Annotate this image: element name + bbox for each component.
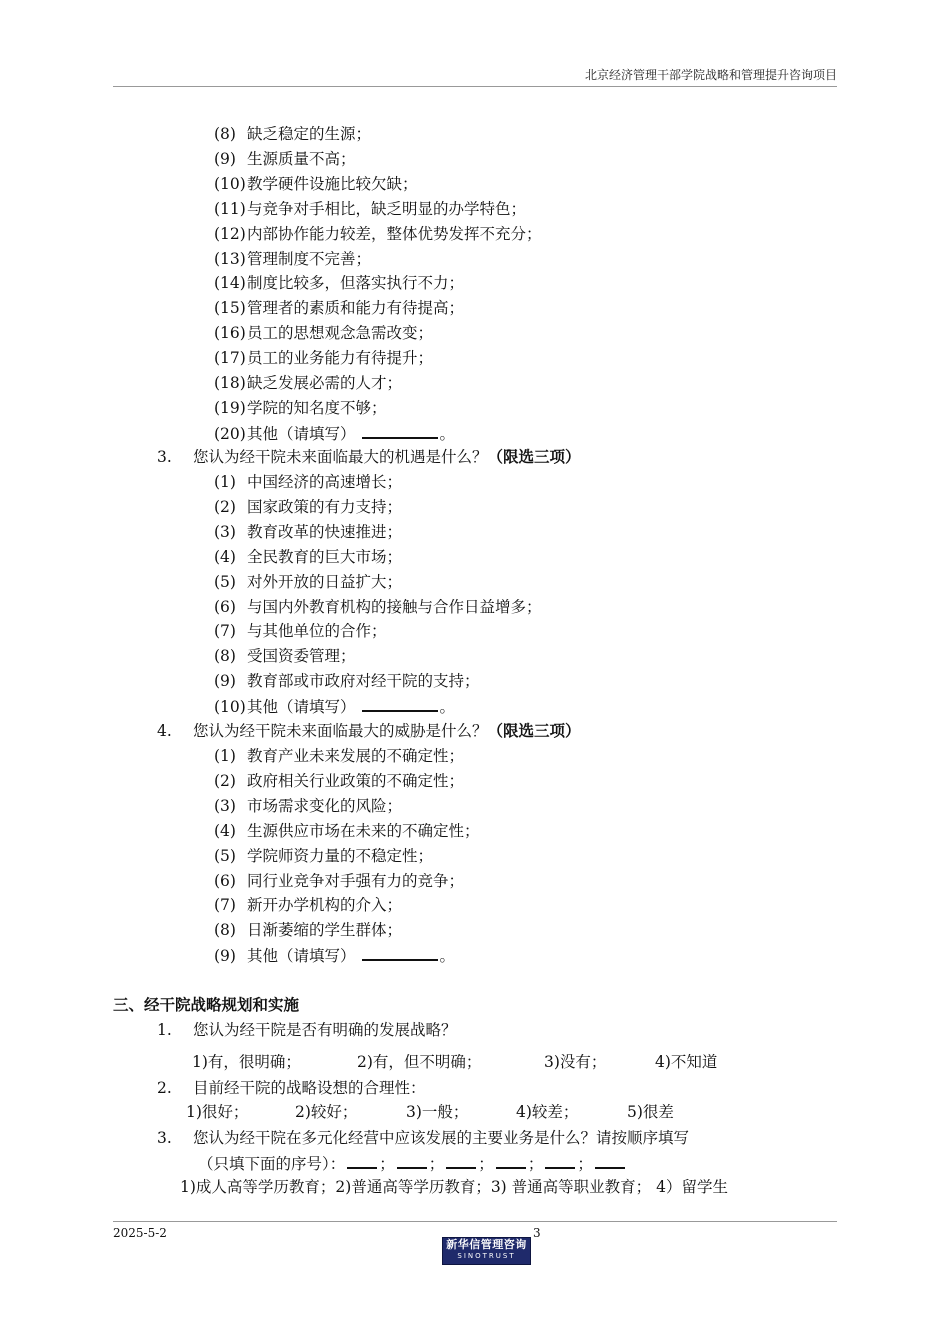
question-number: 4. (157, 722, 172, 740)
option-text: 国家政策的有力支持； (247, 497, 403, 516)
q3-option-item (214, 547, 402, 567)
option-number: (17) (214, 349, 246, 368)
order-blank[interactable] (446, 1153, 476, 1169)
footer-divider (113, 1221, 837, 1222)
option-number: (16) (214, 324, 246, 343)
question-3 (157, 447, 581, 467)
option-number: (9) (214, 672, 236, 691)
q2-option-item (214, 373, 402, 393)
option-text: 与其他单位的合作； (247, 622, 387, 641)
option-number: (8) (214, 921, 236, 940)
section3-q2-option: 1)很好； (186, 1103, 249, 1121)
option-number: (4) (214, 821, 236, 840)
question-text: 您认为经干院是否有明确的发展战略？ (193, 1021, 457, 1039)
option-number: (9) (214, 947, 236, 966)
q2-option-item (214, 348, 433, 368)
question-text: 您认为经干院在多元化经营中应该发展的主要业务是什么？请按顺序填写 (193, 1129, 690, 1147)
option-number: (1) (214, 747, 236, 765)
option-text: 管理者的素质和能力有待提高； (247, 299, 465, 318)
q2-option-item (214, 199, 526, 219)
section-title: 三、经干院战略规划和实施 (113, 995, 300, 1014)
option-text: 教学硬件设施比较欠缺； (247, 174, 418, 193)
q2-option-item (214, 323, 433, 343)
option-number: (4) (214, 547, 236, 566)
option-number: (11) (214, 199, 246, 218)
company-logo (442, 1237, 531, 1265)
option-number: (19) (214, 398, 246, 417)
question-4 (157, 721, 581, 741)
fill-instruction: （只填下面的序号）： (198, 1155, 346, 1173)
order-blank[interactable] (397, 1153, 427, 1169)
option-number: (5) (214, 572, 236, 591)
option-text: 其他（请填写） (247, 947, 356, 966)
option-text: 生源供应市场在未来的不确定性； (247, 821, 480, 840)
option-number: (14) (214, 274, 246, 293)
blank-separator: ； (428, 1155, 445, 1173)
order-blank[interactable] (496, 1153, 526, 1169)
q3-option-item (214, 472, 402, 492)
q3-option-item (214, 646, 356, 666)
option-number: (6) (214, 597, 236, 616)
fill-in-blank[interactable] (362, 945, 438, 961)
section3-q2-option: 2)较好； (295, 1103, 358, 1121)
option-text: 同行业竞争对手强有力的竞争； (247, 871, 465, 890)
option-number: (9) (214, 149, 236, 168)
option-number: (1) (214, 473, 236, 491)
option-number: (12) (214, 224, 246, 243)
order-blank[interactable] (347, 1153, 377, 1169)
option-number: (2) (214, 497, 236, 516)
option-text: 内部协作能力较差，整体优势发挥不充分； (247, 224, 542, 243)
option-text: 政府相关行业政策的不确定性； (247, 771, 465, 790)
option-text: 管理制度不完善； (247, 249, 372, 268)
option-text: 缺乏稳定的生源； (247, 125, 372, 143)
option-text: 员工的思想观念急需改变； (247, 324, 434, 343)
header-divider (113, 86, 837, 87)
question-note: （限选三项） (487, 447, 581, 466)
order-blank[interactable] (595, 1153, 625, 1169)
q2-option-item (214, 224, 542, 244)
q3-option-item (214, 696, 455, 717)
logo-chinese-text: 新华信管理咨询 (446, 1238, 527, 1251)
q3-option-item (214, 621, 387, 641)
option-text: 缺乏发展必需的人才； (247, 374, 403, 392)
section3-question-2 (157, 1078, 426, 1098)
option-text: 教育产业未来发展的不确定性； (247, 747, 465, 765)
option-text: 受国资委管理； (247, 647, 356, 666)
option-text: 教育改革的快速推进； (247, 522, 403, 541)
option-number: (10) (214, 698, 246, 717)
q4-option-item (214, 846, 433, 866)
q2-option-item (214, 273, 464, 293)
option-text: 制度比较多，但落实执行不力； (247, 274, 465, 293)
option-text: 日渐萎缩的学生群体； (247, 921, 403, 940)
q4-option-item (214, 746, 464, 766)
section3-q1-option: 2)有，但不明确； (357, 1053, 482, 1071)
option-number: (7) (214, 896, 236, 915)
q3-option-item (214, 497, 402, 517)
q2-option-item (214, 398, 387, 418)
page-header: 北京经济管理干部学院战略和管理提升咨询项目 (584, 68, 837, 82)
q2-option-item (214, 149, 356, 169)
q3-option-item (214, 597, 542, 617)
logo-english-text: SINOTRUST (457, 1252, 516, 1260)
option-number: (5) (214, 846, 236, 865)
q3-option-item (214, 671, 480, 691)
blank-separator: ； (577, 1155, 593, 1173)
option-text: 生源质量不高； (247, 149, 356, 168)
option-suffix: 。 (439, 947, 456, 966)
blank-separator: ； (527, 1155, 544, 1173)
q4-option-item (214, 895, 402, 915)
q4-option-item (214, 871, 464, 891)
option-text: 学院师资力量的不稳定性； (247, 846, 434, 865)
option-text: 教育部或市政府对经干院的支持； (247, 672, 480, 691)
q2-option-item (214, 298, 464, 318)
q4-option-item (214, 945, 455, 966)
q3-option-item (214, 522, 402, 542)
option-number: (3) (214, 522, 236, 541)
section3-q1-option: 4)不知道 (655, 1053, 718, 1071)
q2-option-item (214, 423, 455, 444)
q4-option-item (214, 796, 402, 816)
option-text: 员工的业务能力有待提升； (247, 349, 434, 368)
option-number: (2) (214, 771, 236, 790)
option-text: 市场需求变化的风险； (247, 796, 403, 815)
option-text: 中国经济的高速增长； (247, 473, 403, 491)
section3-q2-option: 3)一般； (406, 1103, 469, 1121)
option-number: (15) (214, 299, 246, 318)
option-number: (18) (214, 374, 246, 392)
order-blank[interactable] (545, 1153, 575, 1169)
question-text: 您认为经干院未来面临最大的威胁是什么？ (193, 722, 488, 740)
question-number: 1. (157, 1021, 172, 1039)
q4-option-item (214, 771, 464, 791)
section3-q1-option: 3)没有； (544, 1053, 607, 1071)
option-number: (10) (214, 174, 246, 193)
option-suffix: 。 (439, 424, 456, 443)
question-note: （限选三项） (487, 721, 581, 740)
section3-q3-options: 1)成人高等学历教育；2)普通高等学历教育；3) 普通高等职业教育； 4）留学生 (180, 1178, 728, 1196)
option-text: 对外开放的日益扩大； (247, 572, 403, 591)
option-number: (20) (214, 424, 246, 443)
option-text: 与国内外教育机构的接触与合作日益增多； (247, 597, 542, 616)
option-text: 与竞争对手相比，缺乏明显的办学特色； (247, 199, 527, 218)
question-number: 3. (157, 1129, 172, 1147)
q4-option-item (214, 920, 402, 940)
option-number: (13) (214, 249, 246, 268)
q2-option-item (214, 249, 371, 269)
question-text: 您认为经干院未来面临最大的机遇是什么？ (193, 448, 488, 466)
section3-question-3 (157, 1128, 689, 1148)
option-text: 全民教育的巨大市场； (247, 547, 403, 566)
option-number: (8) (214, 647, 236, 666)
option-text: 其他（请填写） (247, 698, 356, 717)
option-text: 学院的知名度不够； (247, 398, 387, 417)
fill-in-blank[interactable] (362, 423, 438, 439)
question-number: 2. (157, 1079, 172, 1097)
q4-option-item (214, 821, 480, 841)
section3-question-1 (157, 1020, 457, 1040)
page-number: 3 (533, 1226, 541, 1240)
q3-option-item (214, 572, 402, 592)
section3-q2-option: 5)很差 (627, 1103, 674, 1121)
option-suffix: 。 (439, 698, 456, 717)
q2-option-item (214, 174, 418, 194)
option-text: 新开办学机构的介入； (247, 896, 403, 915)
section3-q2-option: 4)较差； (516, 1103, 579, 1121)
option-number: (6) (214, 871, 236, 890)
q2-option-item (214, 124, 371, 144)
option-number: (7) (214, 622, 236, 641)
section3-q3-fill-line (198, 1153, 627, 1174)
blank-separator: ； (478, 1155, 494, 1173)
section3-q1-option: 1)有，很明确； (192, 1053, 301, 1071)
option-number: (3) (214, 796, 236, 815)
option-text: 其他（请填写） (247, 424, 356, 443)
blank-separator: ； (379, 1155, 395, 1173)
question-number: 3. (157, 448, 172, 466)
question-text: 目前经干院的战略设想的合理性： (193, 1079, 426, 1097)
option-number: (8) (214, 125, 236, 143)
footer-date: 2025-5-2 (113, 1226, 167, 1240)
fill-in-blank[interactable] (362, 696, 438, 712)
